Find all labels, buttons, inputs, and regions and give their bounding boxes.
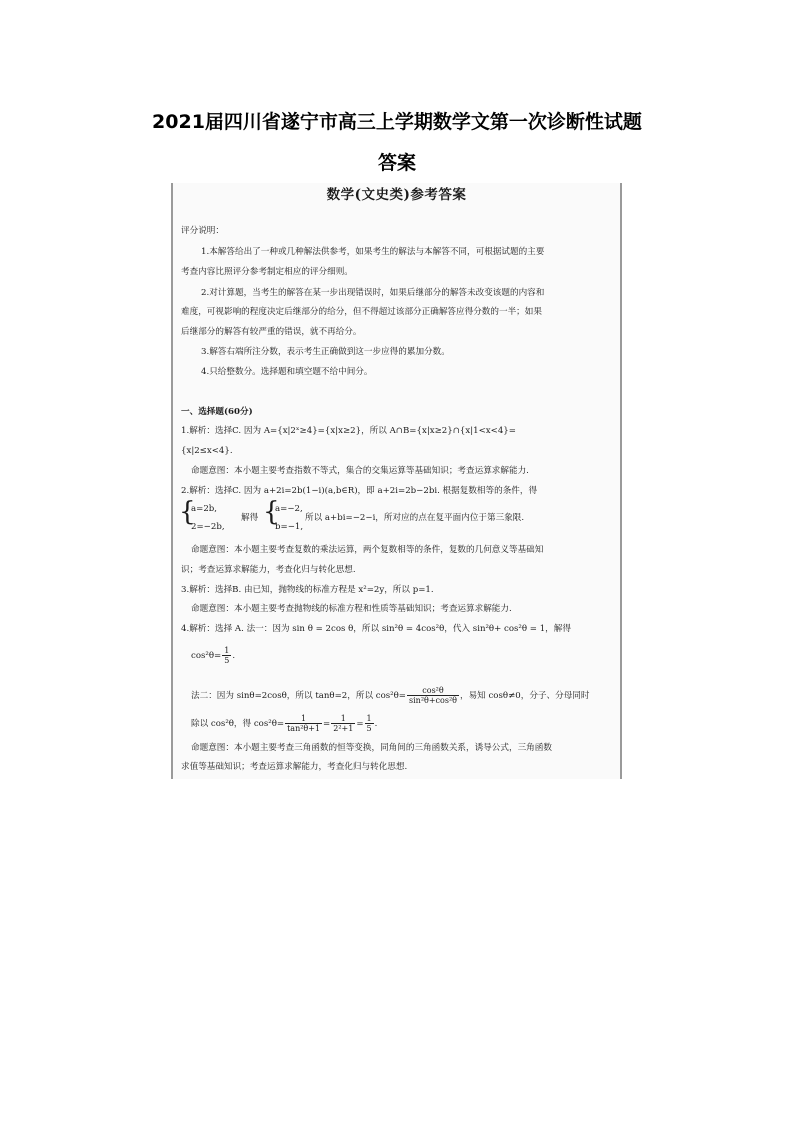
q2-system2-top: a=−2, [275, 504, 303, 514]
scan-heading: 数学(文史类)参考答案 [326, 187, 467, 203]
q2-solve-word: 解得 [241, 513, 259, 523]
q1-intent: 命题意图：本小题主要考查指数不等式，集合的交集运算等基础知识；考查运算求解能力. [191, 466, 529, 476]
fraction-tan-form: $\frac{1}{\text{tan²θ+1}}$ [287, 714, 321, 734]
grading-rule-2a: 2.对计算题，当考生的解答在某一步出现错误时，如果后继部分的解答未改变该题的内容和 [201, 288, 545, 298]
left-brace-2: { [263, 497, 280, 527]
grading-rule-1a: 1.本解答给出了一种或几种解法供参考，如果考生的解法与本解答不同，可根据试题的主要 [201, 247, 545, 257]
q2-system1-bottom: 2=−2b, [191, 522, 225, 532]
fraction-result: $\frac{1}{5}$ [366, 714, 372, 734]
q4-line-c [191, 686, 590, 705]
q2-system1-top: a=2b, [191, 504, 218, 514]
left-brace-1: { [179, 497, 196, 527]
q1-line-b: {x|2≤x<4}. [181, 446, 233, 456]
grading-rule-3: 3.解答右端所注分数，表示考生正确做到这一步应得的累加分数。 [201, 347, 450, 357]
q4-intent-a: 命题意图：本小题主要考查三角函数的恒等变换，同角间的三角函数关系，诱导公式，三角函数 [191, 743, 552, 753]
q3-intent: 命题意图：本小题主要考查抛物线的标准方程和性质等基础知识；考查运算求解能力. [191, 604, 512, 614]
q4-c-prefix: 法二：因为 sinθ=2cosθ，所以 tanθ=2，所以 cos²θ= [191, 691, 407, 702]
q2-intent-b: 识；考查运算求解能力，考查化归与转化思想. [181, 565, 356, 575]
grading-rule-2c: 后继部分的解答有较严重的错误，就不再给分。 [181, 327, 362, 337]
q4-b-prefix: cos²θ= [191, 651, 222, 662]
fraction-numeric-form: $\frac{1}{\text{2²+1}}$ [333, 714, 354, 734]
q4-intent-b: 求值等基础知识；考查运算求解能力，考查化归与转化思想. [181, 762, 408, 772]
q3-line-a: 3.解析：选择B. 由已知，抛物线的标准方程是 x²=2y，所以 p=1. [181, 585, 434, 595]
grading-rule-4: 4.只给整数分。选择题和填空题不给中间分。 [201, 367, 373, 377]
q4-line-d: 除以 cos²θ，得 cos²θ= $\frac{1}{\text{tan²θ+1}}$ = $\frac{1}{\text{2²+1}}$ = $\frac{1}{5}$ . [191, 714, 378, 734]
q2-system2-bottom: b=−1, [275, 522, 304, 532]
grading-label: 评分说明： [181, 226, 224, 236]
q4-line-a: 4.解析：选择 A. 法一：因为 sin θ = 2cos θ，所以 sin²θ = 4cos²θ，代入 sin²θ+ cos²θ = 1，解得 [181, 624, 571, 634]
fraction-cos-over-sum: $\frac{\text{cos²θ}}{\text{sin²θ+cos²θ}}$ [409, 686, 457, 706]
q1-line-a: 1.解析：选择C. 因为 A={x|2ˣ≥4}={x|x≥2}，所以 A∩B={x|x≥2}∩{x|1<x<4}= [181, 426, 516, 436]
q2-conclusion: 所以 a+bi=−2−i，所对应的点在复平面内位于第三象限. [305, 513, 525, 523]
page-title: 2021届四川省遂宁市高三上学期数学文第一次诊断性试题 [152, 111, 642, 133]
q4-c-suffix: ，易知 cosθ≠0，分子、分母同时 [459, 691, 590, 702]
q4-line-b: cos²θ= $\frac{1}{5}$ . [191, 646, 236, 666]
scanned-answer-sheet [171, 183, 622, 779]
page-subtitle: 答案 [377, 152, 416, 174]
grading-rule-2b: 难度，可视影响的程度决定后继部分的给分，但不得超过该部分正确解答应得分数的一半；如果 [181, 307, 542, 317]
q4-d-prefix: 除以 cos²θ，得 cos²θ= [191, 719, 285, 730]
q2-intent-a: 命题意图：本小题主要考查复数的乘法运算，两个复数相等的条件，复数的几何意义等基础知 [191, 545, 544, 555]
grading-rule-1b: 考查内容比照评分参考制定相应的评分细则。 [181, 267, 353, 277]
q2-line-a: 2.解析：选择C. 因为 a+2i=2b(1−i)(a,b∈R)，即 a+2i=2b−2bi. 根据复数相等的条件，得 [181, 486, 538, 496]
section-choice-heading: 一、选择题(60分) [181, 407, 253, 417]
fraction-one-fifth: $\frac{1}{5}$ [224, 646, 230, 666]
